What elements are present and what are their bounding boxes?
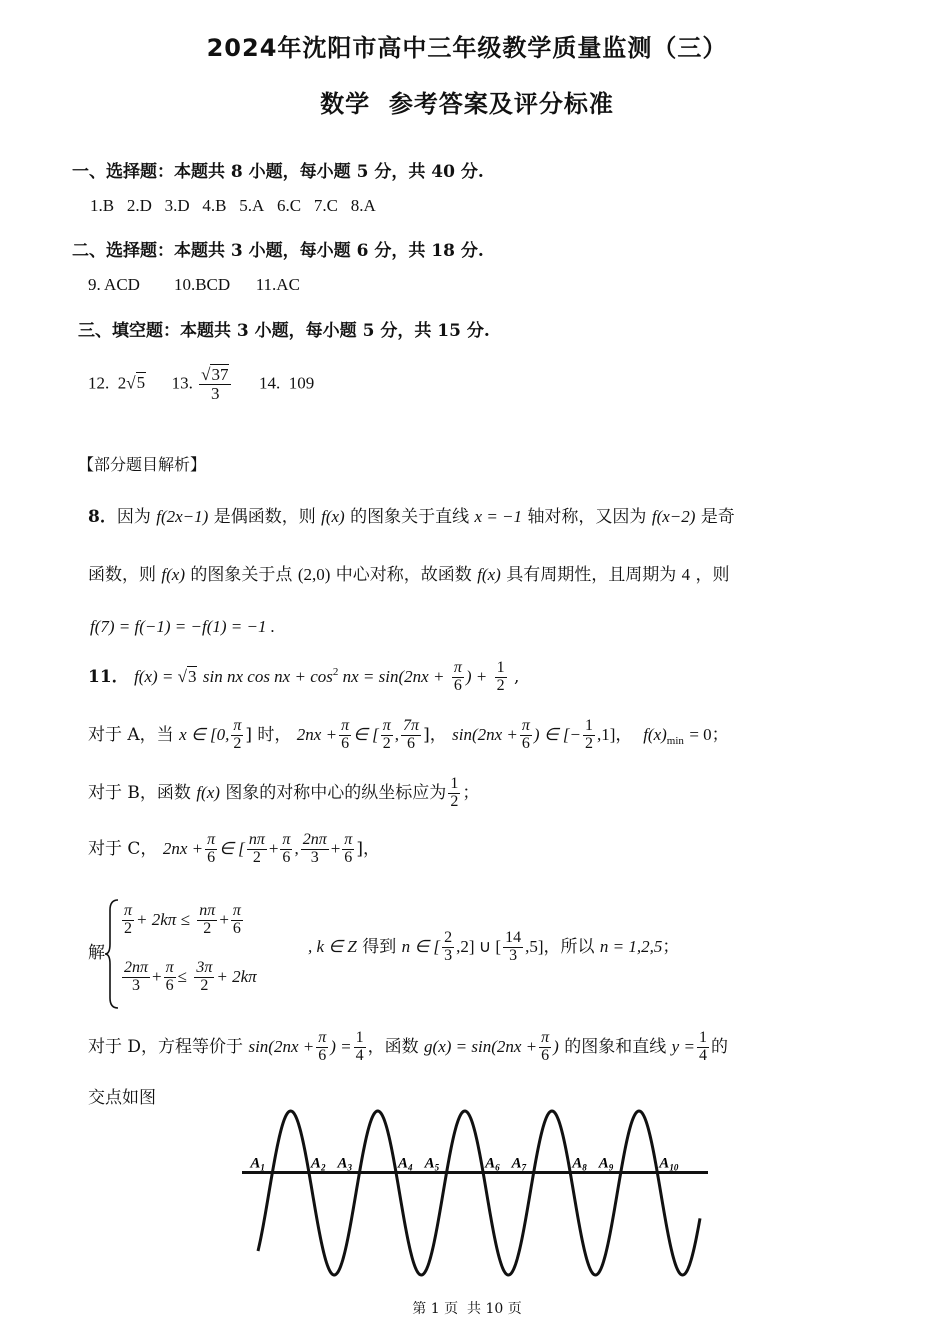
q13-answer: $\frac{√37}{3}$ (199, 366, 231, 403)
section3-answers (88, 366, 314, 403)
system-eq2: $\frac{2n\pi}{3}$ + $\frac{\pi}{6}$ ≤ $\frac{3\pi}{2}$ + 2kπ (124, 959, 257, 994)
p11-b: 对于 B，函数 f(x) 图象的对称中心的纵坐标应为 $\frac{1}{2}$ ； (88, 775, 480, 810)
answer-10: 10.BCD (173, 275, 231, 294)
p8-label: 8． (88, 507, 117, 527)
sine-graph (230, 1100, 710, 1285)
answer-11: 11.AC (255, 275, 300, 294)
p11-a: 对于 A，当 x ∈ [0, $\frac{\pi}{2}$ ] 时， 2nx + $\frac{\pi}{6}$ ∈ [ $\frac{\pi}{2}$ , $\frac{7\pi}{6}$ ]， sin(2nx + $\frac{\pi}{6}$ ) ∈ [− $\frac{1}{2}$ ,1]， $f(x)_{min} = 0$； (88, 717, 729, 752)
intersection-label-a3: $A_3$ (337, 1155, 352, 1173)
answer-6: 6.C (277, 196, 302, 215)
section2-heading: 二、选择题：本题共 3 小题，每小题 6 分，共 18 分. (72, 241, 484, 261)
intersection-label-a10: $A_{10}$ (659, 1155, 679, 1173)
answer-3: 3.D (164, 196, 190, 215)
p8-line2: 函数，则 f(x) 的图象关于点 (2,0) 中心对称，故函数 f(x) 具有周期性，且周期为 4 ，则 (88, 565, 730, 585)
answer-2: 2.D (126, 196, 152, 215)
p11-d: 对于 D，方程等价于 sin(2nx + $\frac{\pi}{6}$ ) = $\frac{1}{4}$ ，函数 g(x) = sin(2nx + $\frac{\pi}{6}$ ) 的图象和直线 y = $\frac{1}{4}$ 的 (88, 1029, 728, 1064)
section1-answers (90, 196, 376, 216)
system-brace (104, 898, 120, 1010)
intersection-label-a1: $A_1$ (250, 1155, 265, 1173)
q14-label: 14. (258, 373, 281, 393)
section3-heading: 三、填空题：本题共 3 小题，每小题 5 分，共 15 分. (78, 321, 490, 341)
page-footer: 第 1 页 共 10 页 (412, 1301, 522, 1317)
p11-label: 11． (88, 666, 129, 687)
section1-heading: 一、选择题：本题共 8 小题，每小题 5 分，共 40 分. (72, 162, 484, 182)
q12-label: 12. (88, 373, 110, 393)
intersection-label-a2: $A_2$ (310, 1155, 326, 1173)
system-result: , k ∈ Z 得到 n ∈ [ $\frac{2}{3}$ ,2] ∪ [ $\frac{14}{3}$ ,5]，所以 n = 1,2,5； (308, 929, 680, 964)
intersection-label-a6: $A_6$ (485, 1155, 500, 1173)
intersection-label-a7: $A_7$ (511, 1155, 527, 1173)
p8-line1: 8．因为 f(2x−1) 是偶函数，则 f(x) 的图象关于直线 x = −1 轴对称，又因为 f(x−2) 是奇 (88, 507, 735, 527)
q14-answer: 109 (288, 373, 315, 393)
page-title: 2024年沈阳市高中三年级教学质量监测（三） (206, 34, 728, 62)
p8-line3: f(7) = f(−1) = −f(1) = −1 . (90, 617, 275, 636)
page-subtitle: 数学 参考答案及评分标准 (320, 90, 614, 118)
section2-answers (88, 275, 300, 295)
answer-7: 7.C (313, 196, 338, 215)
p11-c: 对于 C， 2nx + $\frac{\pi}{6}$ ∈ [ $\frac{n\pi}{2}$ + $\frac{\pi}{6}$ , $\frac{2n\pi}{3}$ + $\frac{\pi}{6}$ ]， (88, 831, 380, 866)
sine-curve (258, 1111, 700, 1275)
intersection-label-a5: $A_5$ (424, 1155, 440, 1173)
intersection-label-a9: $A_9$ (598, 1155, 614, 1173)
answer-9: 9. ACD (88, 275, 140, 294)
intersection-label-a8: $A_8$ (572, 1155, 587, 1173)
p11-d-line2: 交点如图 (88, 1088, 156, 1108)
p11-solve-label: 解 (88, 943, 105, 963)
answer-1: 1.B (90, 196, 115, 215)
analysis-heading: 【部分题目解析】 (78, 455, 207, 474)
answer-8: 8.A (350, 196, 376, 215)
answer-4: 4.B (202, 196, 227, 215)
system-eq1: $\frac{\pi}{2}$ + 2kπ ≤ $\frac{n\pi}{2}$ + $\frac{\pi}{6}$ (124, 902, 241, 937)
q13-label: 13. (171, 373, 193, 393)
intersection-label-a4: $A_4$ (398, 1155, 413, 1173)
answer-5: 5.A (239, 196, 265, 215)
p11-expr: 11． f(x) = √3 sin nx cos nx + $\cos^2$ nx = sin(2nx + $\frac{\pi}{6}$ ) + $\frac{1}{2}$ , (88, 659, 520, 694)
q12-answer: 2√5 (117, 373, 146, 393)
